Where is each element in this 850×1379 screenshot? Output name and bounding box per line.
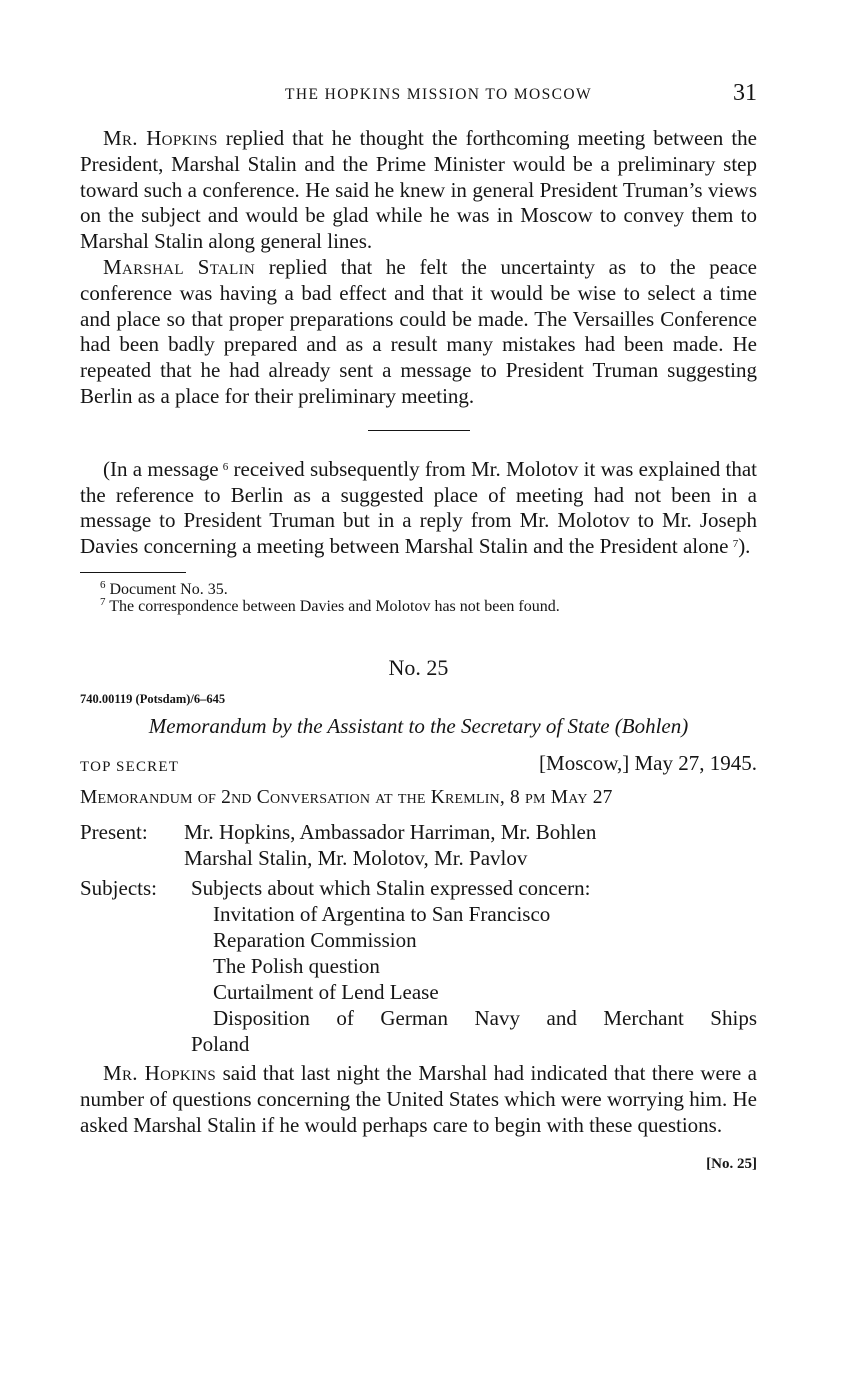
running-header xyxy=(80,80,757,110)
document-title: Memorandum by the Assistant to the Secretary of State (Bohlen) xyxy=(148,713,689,738)
footnotes xyxy=(80,578,757,615)
note-text-start: (In a message xyxy=(103,456,219,481)
footnote-mark: 6 xyxy=(100,578,106,591)
paragraph-text: said that last night the Marshal had indicated that there were a number of questions concerning the United States which were worrying him. He asked Marshal Stalin if he would perhaps care to begin with these questions. xyxy=(80,1060,758,1137)
footnote-6 xyxy=(80,578,757,598)
footnote-ref-7[interactable]: 7 xyxy=(732,538,739,551)
paragraph-text: replied that he thought the forthcoming meeting between the President, Marshal Stalin and the Prime Minister would be a preliminary step toward such a conference. He said he knew in general President Truman’s views on the subject and would be glad while he was in Moscow to convey them to Marshal Stalin along general lines. xyxy=(80,126,757,254)
place-date: [Moscow,] May 27, 1945. xyxy=(539,750,757,775)
note-text-middle: received subsequently from Mr. Molotov it was explained that the reference to Berlin as a suggested place of meeting had not been in a message to President Truman but in a reply from Mr. Molotov to Mr. Joseph Davies concerning a meeting between Marshal Stalin and the President alone xyxy=(80,456,757,559)
paragraph-hopkins-questions xyxy=(80,1061,757,1138)
footnote-ref-6[interactable]: 6 xyxy=(222,460,229,473)
present-line: Mr. Hopkins, Ambassador Harriman, Mr. Bohlen xyxy=(184,819,597,844)
footnote-7 xyxy=(80,595,757,615)
speaker-name: Mr. Hopkins xyxy=(103,126,218,150)
body-text xyxy=(80,126,757,410)
subject-item: Curtailment of Lend Lease xyxy=(213,979,439,1004)
subject-item: Invitation of Argentina to San Francisco xyxy=(213,901,551,926)
footnote-mark: 7 xyxy=(100,595,106,608)
speaker-name: Marshal Stalin xyxy=(103,254,256,279)
speaker-name: Mr. Hopkins xyxy=(103,1060,217,1085)
classification-line xyxy=(80,751,757,781)
document-reference: [No. 25] xyxy=(706,1156,757,1173)
footnote-divider xyxy=(80,572,186,573)
subject-item: Poland xyxy=(191,1031,250,1056)
paragraph-stalin-reply xyxy=(80,255,757,410)
present-line: Marshal Stalin, Mr. Molotov, Mr. Pavlov xyxy=(184,845,528,870)
present-list xyxy=(80,819,757,871)
subjects-intro: Subjects about which Stalin expressed concern: xyxy=(191,875,591,900)
note-text-end: ). xyxy=(738,534,751,559)
classification-label: TOP SECRET xyxy=(80,758,180,775)
paragraph-hopkins-reply xyxy=(80,126,757,255)
section-divider xyxy=(368,430,470,431)
file-number: 740.00119 (Potsdam)/6–645 xyxy=(80,691,226,706)
document-page xyxy=(80,0,757,1173)
subjects-list xyxy=(80,875,757,1057)
subject-item: The Polish question xyxy=(213,953,380,978)
memo-heading: Memorandum of 2nd Conversation at the Kremlin, 8 pm May 27 xyxy=(80,786,613,808)
paragraph-editorial-note xyxy=(80,457,757,560)
running-title: THE HOPKINS MISSION TO MOSCOW xyxy=(285,86,592,103)
present-label: Present: xyxy=(80,819,148,844)
footnote-text: Document No. 35. xyxy=(109,580,228,598)
page-number: 31 xyxy=(733,80,757,106)
document-number: No. 25 xyxy=(388,654,449,680)
paragraph-text: replied that he felt the uncertainty as to the peace conference was having a bad effect and that it would be wise to select a time and place so that proper preparations could be made. The Versailles Conference had been badly prepared and as a result many mistakes had been made. He repeated that he had already sent a message to President Truman suggesting Berlin as a place for their preliminary meeting. xyxy=(80,254,757,408)
footnote-text: The correspondence between Davies and Molotov has not been found. xyxy=(109,597,560,615)
subject-item: Disposition of German Navy and Merchant Ships xyxy=(213,1005,757,1030)
subject-item: Reparation Commission xyxy=(213,927,417,952)
subjects-label: Subjects: xyxy=(80,875,157,900)
